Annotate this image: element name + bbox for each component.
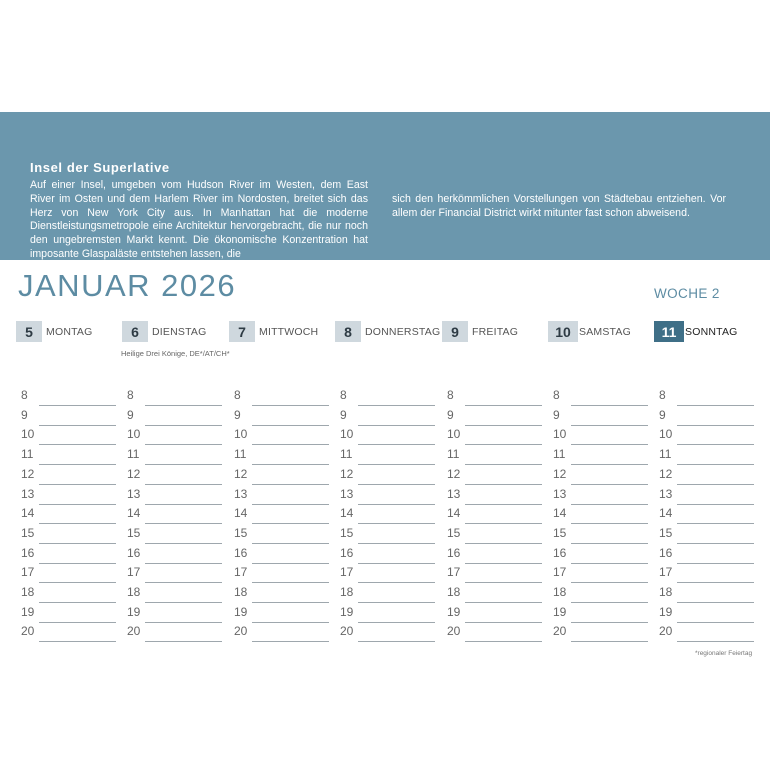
hour-slot-line[interactable] [145,444,222,445]
hour-slot-line[interactable] [465,425,542,426]
hour-slot-line[interactable] [571,405,648,406]
hour-label: 13 [553,486,567,501]
hour-label: 9 [21,407,28,422]
hour-label: 20 [234,624,248,639]
hour-slot-line[interactable] [145,425,222,426]
hour-label: 11 [447,447,460,462]
hour-slot-line[interactable] [358,425,435,426]
hour-label: 15 [659,525,673,540]
hour-slot-line[interactable] [465,622,542,623]
hour-label: 10 [21,427,35,442]
hour-slot-line[interactable] [358,622,435,623]
hour-label: 15 [553,525,567,540]
banner-text-right-paragraph-2: Manhattan (ursprünglich Manna-hata) stammt aus der Sprache der Dela-ware-Ureinwohner und bedeutet „Insel der vielen Hügel“. [392,260,726,287]
hour-label: 14 [659,506,673,521]
hour-label: 8 [659,388,666,402]
hour-slot-line[interactable] [145,582,222,583]
hour-label: 11 [659,447,672,462]
hour-slot-line[interactable] [39,641,116,642]
hour-label: 10 [234,427,248,442]
hour-slot-line[interactable] [571,543,648,544]
hour-slot-line[interactable] [677,444,754,445]
hour-label: 12 [21,466,35,481]
hour-label: 14 [447,506,461,521]
hour-label: 13 [127,486,141,501]
hour-label: 15 [447,525,461,540]
hour-slot-line[interactable] [252,464,329,465]
hour-slot-line[interactable] [145,464,222,465]
day-number: 9 [442,321,468,342]
hour-slot-line[interactable] [465,641,542,642]
hour-slot-line[interactable] [358,464,435,465]
hour-slot-line[interactable] [39,405,116,406]
hour-label: 8 [234,388,241,402]
hour-label: 16 [234,545,248,560]
hour-slot-line[interactable] [677,641,754,642]
hour-slot-line[interactable] [571,523,648,524]
hour-label: 11 [21,447,34,462]
hour-slot-line[interactable] [677,504,754,505]
hour-slot-line[interactable] [677,582,754,583]
hour-label: 17 [447,565,461,580]
hour-label: 13 [447,486,461,501]
footnote: *regionaler Feiertag [695,650,753,657]
hour-slot-line[interactable] [571,563,648,564]
hour-slot-line[interactable] [39,444,116,445]
hour-label: 11 [340,447,353,462]
hour-label: 9 [553,407,560,422]
hour-slot-line[interactable] [677,622,754,623]
hour-slot-line[interactable] [677,405,754,406]
hour-label: 15 [127,525,141,540]
hour-label: 12 [447,466,461,481]
hour-slot-line[interactable] [358,641,435,642]
hour-slot-line[interactable] [39,602,116,603]
hour-label: 17 [21,565,35,580]
hour-slot-line[interactable] [252,425,329,426]
hour-slot-line[interactable] [252,504,329,505]
hour-label: 10 [659,427,673,442]
hour-label: 13 [659,486,673,501]
hour-slot-line[interactable] [571,622,648,623]
hour-label: 10 [127,427,141,442]
hour-slot-line[interactable] [252,484,329,485]
hour-label: 12 [659,466,673,481]
hour-slot-line[interactable] [571,444,648,445]
hour-slot-line[interactable] [252,523,329,524]
day-number: 11 [654,321,684,342]
hour-slot-line[interactable] [465,464,542,465]
hour-label: 14 [340,506,354,521]
hour-label: 20 [553,624,567,639]
day-name: SONNTAG [685,326,738,338]
hour-label: 12 [127,466,141,481]
hour-label: 16 [127,545,141,560]
hour-slot-line[interactable] [358,602,435,603]
hour-label: 19 [21,604,35,619]
hour-label: 8 [127,388,134,402]
hour-label: 11 [234,447,247,462]
hour-label: 18 [447,585,461,599]
hour-slot-line[interactable] [358,444,435,445]
hour-label: 10 [553,427,567,442]
day-name: MONTAG [46,326,93,338]
hour-label: 14 [553,506,567,521]
hour-label: 12 [340,466,354,481]
hour-slot-line[interactable] [252,543,329,544]
hour-slot-line[interactable] [39,622,116,623]
hour-label: 9 [447,407,454,422]
hour-label: 9 [127,407,134,422]
hour-slot-line[interactable] [145,523,222,524]
banner-title: Insel der Superlative [30,160,170,175]
week-label: WOCHE 2 [654,286,720,301]
hour-slot-line[interactable] [39,582,116,583]
day-number: 6 [122,321,148,342]
hour-slot-line[interactable] [252,622,329,623]
hour-label: 17 [127,565,141,580]
day-number: 10 [548,321,578,342]
hour-slot-line[interactable] [39,543,116,544]
hour-slot-line[interactable] [465,602,542,603]
hour-label: 14 [234,506,248,521]
day-number: 7 [229,321,255,342]
hour-label: 17 [553,565,567,580]
hour-slot-line[interactable] [39,425,116,426]
hour-slot-line[interactable] [571,602,648,603]
day-name: DIENSTAG [152,326,207,338]
holiday-note: Heilige Drei Könige, DE*/AT/CH* [121,349,230,358]
hour-label: 17 [659,565,673,580]
hour-slot-line[interactable] [677,425,754,426]
hour-label: 20 [447,624,461,639]
hour-slot-line[interactable] [677,602,754,603]
hour-slot-line[interactable] [677,543,754,544]
hour-slot-line[interactable] [677,464,754,465]
hour-label: 18 [234,585,248,599]
hour-label: 14 [21,506,35,521]
hour-label: 16 [659,545,673,560]
hour-slot-line[interactable] [252,582,329,583]
hour-label: 8 [21,388,28,402]
hour-label: 16 [21,545,35,560]
hour-label: 19 [340,604,354,619]
hour-label: 10 [447,427,461,442]
hour-label: 17 [234,565,248,580]
hour-label: 9 [340,407,347,422]
hour-slot-line[interactable] [465,523,542,524]
hour-label: 18 [21,585,35,599]
hour-label: 15 [234,525,248,540]
hour-slot-line[interactable] [571,425,648,426]
hour-label: 16 [447,545,461,560]
hour-slot-line[interactable] [358,543,435,544]
hour-label: 10 [340,427,354,442]
day-number: 5 [16,321,42,342]
banner-text-right-paragraph-1: sich den herkömmlichen Vorstellungen von Städtebau entziehen. Vor allem der Financial District wirkt mitunter fast schon abweisend. [392,192,726,219]
hour-label: 20 [21,624,35,639]
month-title: JANUAR 2026 [18,268,237,303]
hour-slot-line[interactable] [465,504,542,505]
hour-slot-line[interactable] [465,405,542,406]
hour-slot-line[interactable] [252,563,329,564]
hour-slot-line[interactable] [252,641,329,642]
day-name: SAMSTAG [579,326,631,338]
hour-slot-line[interactable] [145,602,222,603]
hour-slot-line[interactable] [465,563,542,564]
hour-slot-line[interactable] [39,464,116,465]
hour-label: 13 [21,486,35,501]
hour-label: 19 [659,604,673,619]
hour-label: 18 [659,585,673,599]
hour-slot-line[interactable] [465,444,542,445]
hour-slot-line[interactable] [145,484,222,485]
hour-slot-line[interactable] [358,405,435,406]
day-name: MITTWOCH [259,326,319,338]
hour-slot-line[interactable] [145,405,222,406]
banner-text-left: Auf einer Insel, umgeben vom Hudson River im Westen, dem East River im Osten und dem Harlem River im Nordosten, breitet sich das Herz von New York City aus. In Manhattan hat die moderne Dienstleistungsmetropole eine Architektur hervorgebracht, die nur noch den ungebremsten Markt kennt. Die ökonomische Konzentration hat imposante Glaspaläste entstehen lassen, die [30,179,368,260]
hour-label: 19 [127,604,141,619]
hour-slot-line[interactable] [358,504,435,505]
hour-slot-line[interactable] [39,504,116,505]
hour-slot-line[interactable] [571,484,648,485]
hour-slot-line[interactable] [39,523,116,524]
hour-label: 20 [659,624,673,639]
hour-label: 19 [553,604,567,619]
hour-slot-line[interactable] [145,543,222,544]
hour-label: 15 [21,525,35,540]
hour-slot-line[interactable] [677,484,754,485]
hour-label: 20 [340,624,354,639]
hour-label: 8 [340,388,347,402]
hour-label: 20 [127,624,141,639]
hour-slot-line[interactable] [677,523,754,524]
hour-slot-line[interactable] [571,464,648,465]
hour-label: 18 [127,585,141,599]
hour-label: 14 [127,506,141,521]
hour-label: 12 [234,466,248,481]
hour-slot-line[interactable] [571,504,648,505]
hour-slot-line[interactable] [252,444,329,445]
day-name: DONNERSTAG [365,326,441,338]
hour-slot-line[interactable] [39,563,116,564]
hour-label: 16 [553,545,567,560]
hour-slot-line[interactable] [39,484,116,485]
hour-label: 19 [234,604,248,619]
hour-slot-line[interactable] [358,484,435,485]
hour-slot-line[interactable] [145,641,222,642]
hour-slot-line[interactable] [465,582,542,583]
hour-slot-line[interactable] [252,405,329,406]
hour-slot-line[interactable] [571,641,648,642]
hour-label: 17 [340,565,354,580]
hour-label: 9 [659,407,666,422]
hour-slot-line[interactable] [677,563,754,564]
hour-slot-line[interactable] [465,543,542,544]
hour-label: 13 [234,486,248,501]
day-number: 8 [335,321,361,342]
banner-text-right [392,179,726,302]
hour-label: 12 [553,466,567,481]
hour-label: 15 [340,525,354,540]
hour-slot-line[interactable] [465,484,542,485]
hour-label: 9 [234,407,241,422]
hour-label: 16 [340,545,354,560]
hour-label: 18 [553,585,567,599]
hour-slot-line[interactable] [358,523,435,524]
hour-label: 18 [340,585,354,599]
hour-label: 11 [553,447,566,462]
hour-slot-line[interactable] [252,602,329,603]
hour-label: 13 [340,486,354,501]
hour-label: 11 [127,447,140,462]
hour-slot-line[interactable] [358,563,435,564]
day-name: FREITAG [472,326,519,338]
hour-label: 8 [447,388,454,402]
hour-slot-line[interactable] [145,504,222,505]
hour-slot-line[interactable] [145,563,222,564]
hour-slot-line[interactable] [571,582,648,583]
hour-slot-line[interactable] [358,582,435,583]
hour-slot-line[interactable] [145,622,222,623]
hour-label: 8 [553,388,560,402]
hour-label: 19 [447,604,461,619]
